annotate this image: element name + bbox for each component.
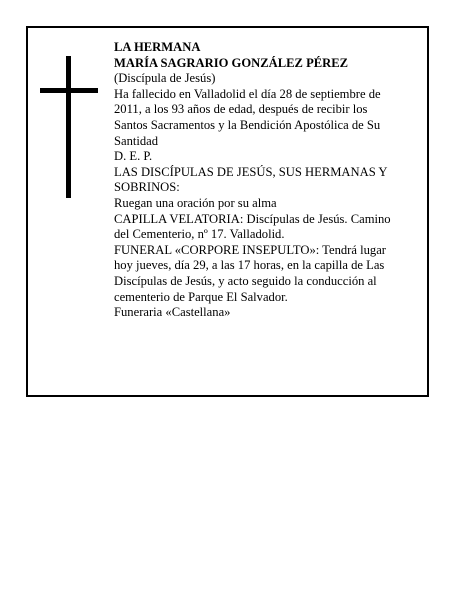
- heading-la-hermana: LA HERMANA: [114, 40, 201, 54]
- religious-order: (Discípula de Jesús): [114, 71, 216, 86]
- funeral-line-3: Discípulas de Jesús, y acto seguido la conducción al: [114, 273, 377, 288]
- chapel-line-2: del Cementerio, nº 17. Valladolid.: [114, 227, 285, 242]
- funeral-line-1: FUNERAL «CORPORE INSEPULTO»: Tendrá lugar: [114, 242, 386, 257]
- deceased-name: MARÍA SAGRARIO GONZÁLEZ PÉREZ: [114, 55, 349, 70]
- rip-line: D. E. P.: [114, 149, 153, 164]
- notice-text: [114, 40, 418, 321]
- funeral-line-4: cementerio de Parque El Salvador.: [114, 289, 288, 304]
- cross-horizontal-bar: [40, 88, 98, 93]
- funeral-home: Funeraria «Castellana»: [114, 305, 231, 320]
- chapel-line-1: CAPILLA VELATORIA: Discípulas de Jesús. Camino: [114, 211, 391, 226]
- cross-icon: [40, 56, 98, 198]
- funeral-line-2: hoy jueves, día 29, a las 17 horas, en la capilla de Las: [114, 258, 385, 273]
- obituary-notice: [26, 26, 429, 397]
- prayer-request: Ruegan una oración por su alma: [114, 195, 277, 210]
- death-announcement-line-2: 2011, a los 93 años de edad, después de recibir los: [114, 102, 368, 117]
- cross-vertical-bar: [66, 56, 71, 198]
- death-announcement-line-1: Ha fallecido en Valladolid el día 28 de septiembre de: [114, 86, 381, 101]
- death-announcement-line-3: Santos Sacramentos y la Bendición Apostólica de Su: [114, 117, 381, 132]
- death-announcement-line-4: Santidad: [114, 133, 159, 148]
- mourners-line-2: SOBRINOS:: [114, 180, 180, 195]
- mourners-line-1: LAS DISCÍPULAS DE JESÚS, SUS HERMANAS Y: [114, 164, 388, 179]
